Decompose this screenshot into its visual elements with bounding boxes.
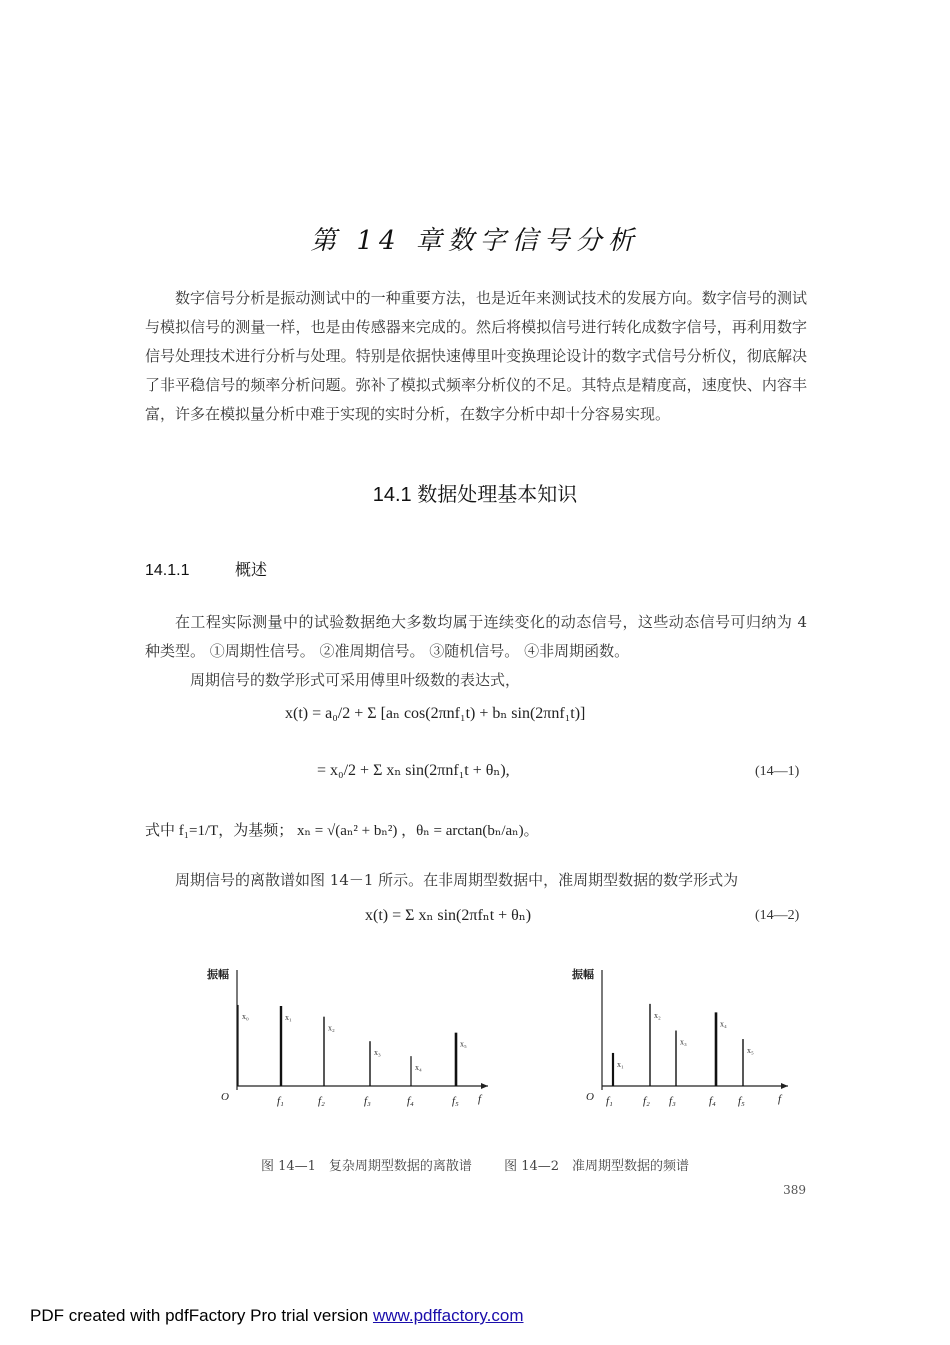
fourier-intro-text: 周期信号的数学形式可采用傅里叶级数的表达式， — [190, 671, 521, 689]
bar-label: x₅ — [460, 1039, 467, 1049]
where-xn: xₙ = √(aₙ² + bₙ²) — [297, 823, 398, 839]
where-mid: ，为基频； — [218, 823, 294, 839]
where-prefix: 式中 — [145, 823, 176, 839]
bar-label: x₁ — [285, 1013, 292, 1022]
equation-14-1-number: (14—1) — [755, 764, 800, 779]
figure-14-2-axes — [571, 967, 788, 1105]
tick-label: f₅ — [452, 1095, 459, 1107]
quasi-text: 周期信号的离散谱如图 14－1 所示。在非周期型数据中，准周期型数据的数学形式为 — [175, 871, 739, 889]
equation-14-2-number: (14—2) — [755, 908, 800, 923]
footer-text: PDF created with pdfFactory Pro trial version — [30, 1306, 373, 1325]
equation-14-1-line1: x(t) = a₀/2 + Σ [aₙ cos(2πnf₁t) + bₙ sin(2πnf₁t)] — [285, 705, 586, 722]
subsection-number: 14.1.1 — [145, 562, 190, 579]
figure-14-1-caption: 图 14—1 复杂周期型数据的离散谱 — [260, 1159, 472, 1174]
figure-14-1-chart — [200, 960, 500, 1110]
tick-label: f₃ — [669, 1095, 676, 1107]
bar-label: x₂ — [328, 1023, 335, 1033]
origin-label: O — [221, 1091, 229, 1103]
tick-label: f₃ — [364, 1095, 371, 1107]
x-axis-label: f — [478, 1093, 482, 1105]
chapter-title: 第 14 章数字信号分析 — [310, 226, 640, 256]
tick-label: f₁ — [606, 1095, 613, 1107]
tick-label: f₄ — [709, 1095, 716, 1107]
x-axis-label: f — [778, 1093, 782, 1105]
figure-14-2-caption: 图 14—2 准周期型数据的频谱 — [504, 1159, 690, 1174]
where-clause — [145, 819, 539, 840]
where-f1: f₁=1/T — [178, 823, 219, 839]
figure-14-2-chart — [570, 960, 800, 1110]
equation-14-2: x(t) = Σ xₙ sin(2πfₙt + θₙ) — [365, 907, 532, 924]
intro-text: 数字信号分析是振动测试中的一种重要方法，也是近年来测试技术的发展方向。数字信号的测试与模拟信号的测量一样，也是由传感器来完成的。然后将模拟信号进行转化成数字信号，再利用数字信号处理技术进行分析与处理。特别是依据快速傅里叶变换理论设计的数字式信号分析仪，彻底解决了非平稳信号的频率分析问题。弥补了模拟式频率分析仪的不足。其特点是精度高，速度快、内容丰富，许多在模拟量分析中难于实现的实时分析，在数字分析中却十分容易实现。 — [145, 289, 807, 423]
bar-label: x₄ — [415, 1063, 422, 1073]
bar-label: x₁ — [617, 1059, 624, 1069]
tick-label: f₂ — [318, 1095, 325, 1107]
bar-label: x₂ — [654, 1010, 661, 1020]
y-axis-label: 振幅 — [572, 969, 594, 981]
types-text: 在工程实际测量中的试验数据绝大多数均属于连续变化的动态信号，这些动态信号可归纳为 4 种类型。 ①周期性信号。 ②准周期信号。 ③随机信号。 ④非周期函数。 — [145, 613, 807, 660]
x-axis-arrow — [481, 1083, 488, 1089]
bar-label: x₃ — [680, 1037, 687, 1047]
tick-label: f₄ — [407, 1095, 414, 1107]
origin-label: O — [586, 1091, 594, 1103]
footer-link[interactable]: www.pdffactory.com — [372, 1306, 524, 1325]
tick-label: f₅ — [738, 1095, 745, 1107]
paragraph-types — [145, 608, 807, 666]
pdf-footer — [30, 1306, 524, 1326]
subsection-title: 概述 — [235, 562, 268, 579]
paragraph-fourier-intro — [160, 666, 822, 695]
section-title: 14.1 数据处理基本知识 — [372, 484, 578, 506]
tick-label: f₂ — [643, 1095, 650, 1107]
bar-label: x₀ — [242, 1011, 249, 1021]
paragraph-quasi — [145, 866, 807, 895]
x-axis-arrow — [781, 1083, 788, 1089]
figure-14-1-axes — [206, 967, 488, 1105]
bar-label: x₅ — [747, 1046, 754, 1056]
figure-14-1-marks — [238, 1005, 467, 1107]
tick-label: f₁ — [277, 1095, 284, 1107]
page-number: 389 — [783, 1183, 806, 1197]
intro-paragraph — [145, 284, 807, 429]
y-axis-label: 振幅 — [207, 969, 229, 981]
equation-14-1-line2: = x₀/2 + Σ xₙ sin(2πnf₁t + θₙ), — [317, 762, 510, 779]
bar-label: x₄ — [720, 1019, 727, 1029]
where-theta: ，θₙ = arctan(bₙ/aₙ)。 — [401, 823, 539, 839]
bar-label: x₃ — [374, 1048, 381, 1058]
subsection-heading — [145, 557, 267, 580]
figure-14-2-marks — [606, 1004, 754, 1107]
figure-captions — [0, 1155, 950, 1174]
